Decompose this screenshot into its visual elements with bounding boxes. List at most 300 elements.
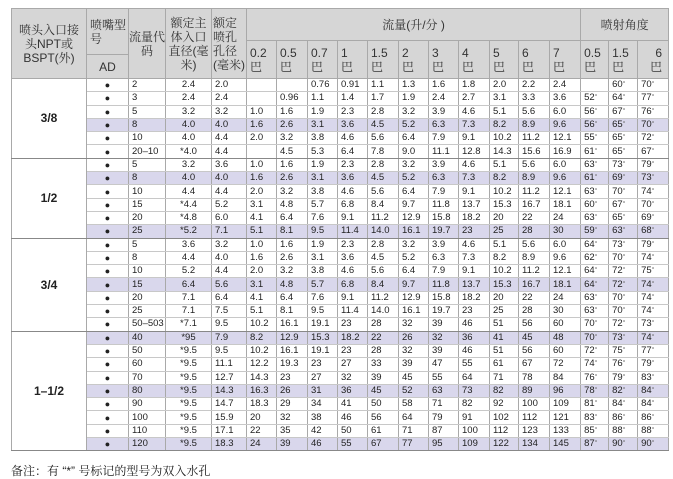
flow-value (247, 92, 277, 105)
ad-available-dot: ● (87, 105, 129, 118)
flow-value: 19.1 (308, 318, 338, 331)
flow-value: 41 (338, 398, 368, 411)
flow-value: 5.3 (308, 145, 338, 158)
flow-value: 5.2 (399, 251, 429, 264)
spray-angle: 64 ° (581, 238, 609, 251)
ad-available-dot: ● (87, 211, 129, 224)
spray-angle: 72 ° (609, 278, 638, 291)
flow-value: 82 (490, 384, 519, 397)
flow-value: 27 (338, 358, 368, 371)
flow-value: 22 (247, 424, 277, 437)
flow-value: 112 (519, 411, 550, 424)
ad-available-dot: ● (87, 278, 129, 291)
flow-value: 39 (277, 438, 308, 451)
flow-value: 5.6 (519, 238, 550, 251)
flow-value: 5.1 (490, 158, 519, 171)
nozzle-spec-table (11, 8, 669, 451)
flow-value: 60 (550, 344, 581, 357)
flow-value: 3.2 (277, 185, 308, 198)
flow-value: 6.0 (550, 238, 581, 251)
flow-code: 110 (129, 424, 166, 437)
flow-code: 50 (129, 344, 166, 357)
flow-value: 1.6 (247, 118, 277, 131)
flow-value: 8.1 (277, 305, 308, 318)
flow-value: 1.9 (308, 238, 338, 251)
flow-value: 4.6 (338, 185, 368, 198)
flow-value: 100 (519, 398, 550, 411)
flow-value: 20 (490, 291, 519, 304)
spray-angle: 84 ° (609, 398, 638, 411)
table-row (12, 238, 669, 251)
spray-angle: 70 ° (581, 318, 609, 331)
flow-value: 2.6 (277, 172, 308, 185)
inlet-diameter: *9.5 (166, 424, 212, 437)
flow-value: 3.1 (308, 251, 338, 264)
inlet-diameter: 2.4 (166, 79, 212, 92)
flow-value: 12.9 (399, 291, 429, 304)
spray-angle: 88 ° (609, 424, 638, 437)
spray-angle: 65 ° (609, 145, 638, 158)
flow-code: 20 (129, 211, 166, 224)
spray-angle: 70 ° (638, 198, 669, 211)
flow-value: 9.1 (459, 185, 490, 198)
flow-value: 4.6 (338, 265, 368, 278)
flow-value: 2.0 (247, 132, 277, 145)
orifice-diameter: 11.1 (212, 358, 247, 371)
spray-angle: 79 ° (638, 358, 669, 371)
flow-value: 11.2 (519, 265, 550, 278)
ad-available-dot: ● (87, 344, 129, 357)
flow-value: 10.2 (247, 318, 277, 331)
table-row (12, 198, 669, 211)
orifice-diameter: 14.3 (212, 384, 247, 397)
flow-value: 51 (490, 318, 519, 331)
orifice-diameter: 15.9 (212, 411, 247, 424)
inlet-diameter: 4.0 (166, 118, 212, 131)
flow-value: 9.6 (550, 251, 581, 264)
flow-code: 5 (129, 158, 166, 171)
flow-code: 2 (129, 79, 166, 92)
flow-value: 32 (399, 344, 429, 357)
spray-angle: 75 ° (638, 265, 669, 278)
inlet-diameter: *4.4 (166, 198, 212, 211)
flow-value: 1.0 (247, 158, 277, 171)
flow-value: 26 (399, 331, 429, 344)
spray-angle: 64 ° (581, 278, 609, 291)
flow-code: 5 (129, 105, 166, 118)
flow-value: 18.1 (550, 278, 581, 291)
header-ad: AD (87, 55, 129, 79)
flow-value: 67 (368, 438, 399, 451)
flow-value: 11.8 (429, 278, 459, 291)
spray-angle: 76 ° (638, 105, 669, 118)
flow-value: 6.4 (399, 132, 429, 145)
flow-value: 46 (459, 318, 490, 331)
flow-value: 1.6 (277, 238, 308, 251)
flow-code: 25 (129, 225, 166, 238)
inlet-diameter: *5.2 (166, 225, 212, 238)
flow-value: 102 (490, 411, 519, 424)
flow-value: 15.3 (490, 198, 519, 211)
flow-value: 6.4 (338, 145, 368, 158)
spray-angle: 77 ° (638, 92, 669, 105)
flow-value: 0.91 (338, 79, 368, 92)
flow-value: 4.8 (277, 198, 308, 211)
header-flow-pressure: 3 巴 (429, 41, 459, 79)
flow-value: 10.2 (490, 265, 519, 278)
flow-value: 9.5 (308, 305, 338, 318)
orifice-diameter: 2.0 (212, 79, 247, 92)
flow-value: 52 (399, 384, 429, 397)
flow-value: 3.9 (429, 238, 459, 251)
header-angle-pressure: 6 巴 (638, 41, 669, 79)
orifice-diameter: 7.5 (212, 305, 247, 318)
flow-value: 122 (490, 438, 519, 451)
spray-angle: 70 ° (638, 79, 669, 92)
table-row (12, 79, 669, 92)
header-inlet: 喷头入口接头NPT或BSPT(外) (12, 9, 87, 79)
flow-value: 9.7 (399, 278, 429, 291)
table-row (12, 132, 669, 145)
orifice-diameter: 5.6 (212, 278, 247, 291)
spray-angle: 73 ° (609, 238, 638, 251)
flow-value: 3.8 (308, 132, 338, 145)
ad-available-dot: ● (87, 251, 129, 264)
flow-value: 9.7 (399, 198, 429, 211)
flow-value: 7.6 (308, 211, 338, 224)
flow-value: 4.8 (277, 278, 308, 291)
orifice-diameter: 4.0 (212, 251, 247, 264)
flow-value: 13.7 (459, 198, 490, 211)
flow-value: 9.0 (399, 145, 429, 158)
flow-value: 8.9 (519, 118, 550, 131)
flow-value: 3.1 (308, 172, 338, 185)
orifice-diameter: 18.3 (212, 438, 247, 451)
spray-angle: 85 ° (581, 424, 609, 437)
inlet-diameter: *9.5 (166, 438, 212, 451)
flow-value: 7.9 (429, 185, 459, 198)
flow-value: 2.3 (338, 158, 368, 171)
flow-value: 12.9 (399, 211, 429, 224)
flow-value: 109 (459, 438, 490, 451)
spray-angle: 61 ° (581, 145, 609, 158)
flow-value: 3.2 (399, 105, 429, 118)
inlet-size: 1–1/2 (12, 331, 87, 451)
flow-value: 12.9 (277, 331, 308, 344)
spray-angle: 74 ° (638, 251, 669, 264)
table-row (12, 371, 669, 384)
flow-value: 60 (550, 318, 581, 331)
spray-angle: 86 ° (609, 411, 638, 424)
spray-angle: 67 ° (609, 105, 638, 118)
flow-value: 84 (550, 371, 581, 384)
flow-code: 15 (129, 198, 166, 211)
flow-value: 5.6 (368, 265, 399, 278)
orifice-diameter: 12.7 (212, 371, 247, 384)
spray-angle: 63 ° (581, 158, 609, 171)
orifice-diameter: 3.6 (212, 158, 247, 171)
header-flow-group: 流量(升/分 ) (247, 9, 581, 41)
flow-code: 25 (129, 305, 166, 318)
flow-value: 48 (550, 331, 581, 344)
flow-value: 36 (338, 384, 368, 397)
spray-angle: 74 ° (638, 331, 669, 344)
inlet-diameter: *9.5 (166, 411, 212, 424)
spray-angle: 62 ° (581, 251, 609, 264)
ad-available-dot: ● (87, 185, 129, 198)
flow-value: 3.8 (308, 265, 338, 278)
flow-value: 19.3 (277, 358, 308, 371)
spray-angle: 59 ° (581, 225, 609, 238)
flow-value: 32 (399, 318, 429, 331)
flow-code: 10 (129, 185, 166, 198)
inlet-diameter: *9.5 (166, 384, 212, 397)
flow-value: 4.1 (247, 211, 277, 224)
table-row (12, 185, 669, 198)
flow-value: 71 (490, 371, 519, 384)
flow-value: 23 (338, 344, 368, 357)
flow-value: 45 (399, 371, 429, 384)
table-row (12, 305, 669, 318)
flow-value: 5.6 (519, 158, 550, 171)
flow-value: 3.1 (247, 278, 277, 291)
flow-value: 2.0 (490, 79, 519, 92)
spray-angle: 69 ° (638, 211, 669, 224)
inlet-size: 3/4 (12, 238, 87, 331)
flow-value: 0.76 (308, 79, 338, 92)
header-flow-pressure: 5 巴 (490, 41, 519, 79)
flow-value: 19.1 (308, 344, 338, 357)
flow-value: 15.8 (429, 211, 459, 224)
spray-angle: 70 ° (609, 251, 638, 264)
flow-value: 6.8 (338, 198, 368, 211)
header-angle-pressure: 0.5 巴 (581, 41, 609, 79)
spray-angle: 64 ° (581, 265, 609, 278)
spray-angle: 90 ° (609, 438, 638, 451)
spray-angle: 63 ° (581, 185, 609, 198)
spray-angle: 68 ° (638, 225, 669, 238)
flow-code: 10 (129, 132, 166, 145)
spray-angle: 63 ° (581, 211, 609, 224)
flow-value: 79 (429, 411, 459, 424)
flow-value: 3.6 (338, 172, 368, 185)
flow-value: 14.3 (247, 371, 277, 384)
orifice-diameter: 4.4 (212, 265, 247, 278)
flow-value: 5.2 (399, 172, 429, 185)
ad-available-dot: ● (87, 305, 129, 318)
flow-value: 2.0 (247, 265, 277, 278)
ad-available-dot: ● (87, 132, 129, 145)
ad-available-dot: ● (87, 318, 129, 331)
flow-value: 96 (550, 384, 581, 397)
flow-value: 16.1 (277, 344, 308, 357)
header-flow-pressure: 2 巴 (399, 41, 429, 79)
ad-available-dot: ● (87, 158, 129, 171)
flow-value: 6.4 (277, 291, 308, 304)
flow-value: 16.3 (247, 384, 277, 397)
flow-value: 8.2 (490, 172, 519, 185)
inlet-diameter: 3.2 (166, 105, 212, 118)
flow-value: 3.2 (277, 265, 308, 278)
spray-angle: 65 ° (609, 211, 638, 224)
table-row (12, 358, 669, 371)
flow-value: 4.6 (459, 238, 490, 251)
orifice-diameter: 4.0 (212, 172, 247, 185)
spray-angle: 74 ° (581, 358, 609, 371)
ad-available-dot: ● (87, 172, 129, 185)
flow-value: 18.2 (459, 291, 490, 304)
flow-value: 1.9 (308, 105, 338, 118)
table-row (12, 438, 669, 451)
flow-value: 3.6 (550, 92, 581, 105)
spray-angle: 70 ° (609, 305, 638, 318)
flow-value: 8.2 (490, 118, 519, 131)
flow-value: 6.0 (550, 105, 581, 118)
spray-angle: 55 ° (581, 132, 609, 145)
flow-value: 20 (490, 211, 519, 224)
spray-angle: 56 ° (581, 118, 609, 131)
table-row (12, 172, 669, 185)
flow-value: 73 (459, 384, 490, 397)
table-row (12, 118, 669, 131)
flow-value: 23 (459, 225, 490, 238)
flow-value: 1.1 (368, 79, 399, 92)
flow-code: 80 (129, 384, 166, 397)
inlet-diameter: *9.5 (166, 398, 212, 411)
spray-angle: 83 ° (581, 411, 609, 424)
orifice-diameter: 4.0 (212, 118, 247, 131)
flow-value: 11.4 (338, 225, 368, 238)
flow-value: 22 (519, 291, 550, 304)
spray-angle: 70 ° (609, 291, 638, 304)
table-row (12, 251, 669, 264)
orifice-diameter: 6.0 (212, 211, 247, 224)
flow-value: 2.4 (429, 92, 459, 105)
flow-value: 39 (368, 371, 399, 384)
flow-value: 23 (277, 371, 308, 384)
spray-angle: 75 ° (609, 344, 638, 357)
inlet-diameter: 3.6 (166, 238, 212, 251)
flow-code: 70 (129, 371, 166, 384)
flow-value: 16.7 (519, 278, 550, 291)
flow-value: 32 (429, 331, 459, 344)
ad-available-dot: ● (87, 398, 129, 411)
flow-value: 3.1 (490, 92, 519, 105)
flow-value: 1.6 (247, 172, 277, 185)
flow-value: 3.3 (519, 92, 550, 105)
flow-code: 50–503 (129, 318, 166, 331)
ad-available-dot: ● (87, 225, 129, 238)
flow-value: 8.2 (490, 251, 519, 264)
orifice-diameter: 14.7 (212, 398, 247, 411)
flow-value: 22 (519, 211, 550, 224)
flow-value: 3.6 (338, 118, 368, 131)
flow-code: 40 (129, 331, 166, 344)
table-row (12, 278, 669, 291)
flow-value: 24 (550, 291, 581, 304)
flow-value: 4.1 (247, 291, 277, 304)
table-row (12, 105, 669, 118)
flow-value: 55 (459, 358, 490, 371)
spray-angle: 72 ° (581, 344, 609, 357)
flow-value: 11.8 (429, 198, 459, 211)
ad-available-dot: ● (87, 92, 129, 105)
flow-value (247, 79, 277, 92)
ad-available-dot: ● (87, 371, 129, 384)
flow-value: 3.8 (308, 185, 338, 198)
orifice-diameter: 3.2 (212, 105, 247, 118)
flow-value: 38 (308, 411, 338, 424)
flow-value: 133 (550, 424, 581, 437)
flow-code: 8 (129, 118, 166, 131)
flow-value: 1.6 (247, 251, 277, 264)
spray-angle: 87 ° (581, 438, 609, 451)
flow-value: 12.1 (550, 265, 581, 278)
flow-value: 3.2 (399, 158, 429, 171)
flow-value: 24 (550, 211, 581, 224)
inlet-size: 3/8 (12, 79, 87, 159)
flow-value: 2.2 (519, 79, 550, 92)
header-flow-pressure: 0.2 巴 (247, 41, 277, 79)
spray-angle: 72 ° (638, 132, 669, 145)
flow-value: 12.1 (550, 132, 581, 145)
flow-value: 12.8 (459, 145, 490, 158)
flow-value: 9.6 (550, 172, 581, 185)
flow-value: 50 (338, 424, 368, 437)
flow-value: 1.3 (399, 79, 429, 92)
spray-angle: 73 ° (638, 318, 669, 331)
flow-value: 3.2 (399, 238, 429, 251)
flow-value: 4.5 (277, 145, 308, 158)
flow-value (247, 145, 277, 158)
flow-value: 34 (308, 398, 338, 411)
table-row (12, 158, 669, 171)
inlet-diameter: 7.1 (166, 305, 212, 318)
flow-value: 11.2 (368, 291, 399, 304)
table-row (12, 331, 669, 344)
spray-angle (581, 79, 609, 92)
table-row (12, 384, 669, 397)
header-angle-pressure: 1.5 巴 (609, 41, 638, 79)
flow-value: 15.6 (519, 145, 550, 158)
flow-value: 25 (490, 305, 519, 318)
ad-available-dot: ● (87, 265, 129, 278)
orifice-diameter: 9.5 (212, 318, 247, 331)
spray-angle: 65 ° (609, 118, 638, 131)
flow-code: 20–10 (129, 145, 166, 158)
flow-value: 25 (490, 225, 519, 238)
flow-value: 7.3 (459, 172, 490, 185)
flow-value: 41 (490, 331, 519, 344)
flow-value: 1.6 (429, 79, 459, 92)
flow-code: 3 (129, 92, 166, 105)
flow-value: 32 (338, 371, 368, 384)
flow-value: 89 (519, 384, 550, 397)
table-row (12, 398, 669, 411)
spray-angle: 73 ° (638, 172, 669, 185)
ad-available-dot: ● (87, 198, 129, 211)
flow-value: 28 (368, 318, 399, 331)
flow-value: 55 (429, 371, 459, 384)
orifice-diameter: 5.2 (212, 198, 247, 211)
header-flow-pressure: 0.7 巴 (308, 41, 338, 79)
inlet-diameter: 4.4 (166, 251, 212, 264)
flow-value: 18.2 (459, 211, 490, 224)
flow-value: 8.4 (368, 198, 399, 211)
orifice-diameter: 7.1 (212, 225, 247, 238)
flow-value: 7.3 (459, 118, 490, 131)
inlet-diameter: 7.1 (166, 291, 212, 304)
